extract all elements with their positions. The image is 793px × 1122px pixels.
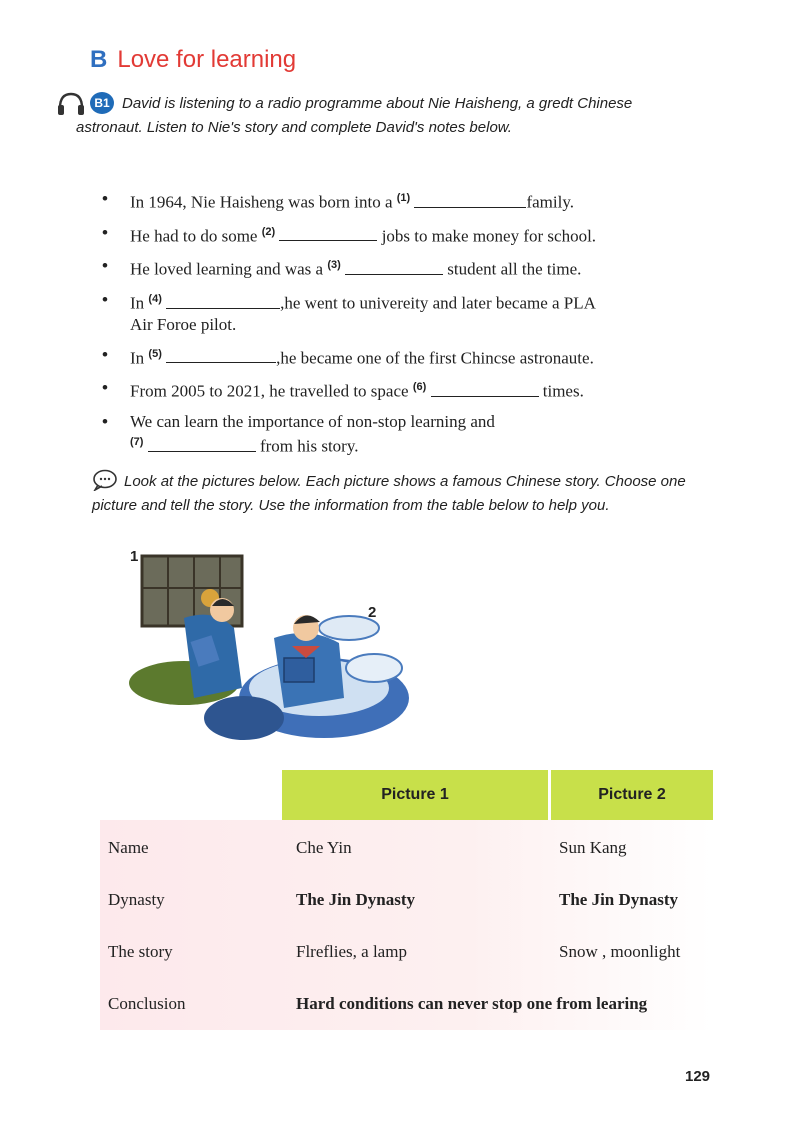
table-header-picture-2: Picture 2 (551, 770, 713, 820)
picture-label-2: 2 (368, 604, 377, 621)
cell-conclusion: Hard conditions can never stop one from learing (296, 994, 648, 1013)
cell-dynasty-picture-1: The Jin Dynasty (296, 890, 416, 909)
story-illustration (124, 548, 414, 748)
answer-blank-5[interactable] (166, 350, 276, 363)
illustration-drawing (124, 548, 414, 748)
answer-blank-7[interactable] (148, 439, 256, 452)
note-item-4: • In $^{(4)}$ ,he went to univereity and later became a PLA Air Foroe pilot. (100, 289, 700, 335)
note-item-3: • He loved learning and was a $^{(3)}$ student all the time. (100, 255, 700, 280)
speaking-intro-line1: Look at the pictures below. Each picture shows a famous Chinese story. Choose one (124, 473, 686, 490)
cell-name-picture-2: Sun Kang (559, 838, 627, 857)
blank-number: (6) (412, 381, 427, 394)
section-title-text: Love for learning (117, 46, 297, 73)
picture-label-1: 1 (130, 548, 139, 565)
note-item-1: • In 1964, Nie Haisheng was born into a $^{(1)}$ family. (100, 188, 700, 213)
note-item-2: • He had to do some $^{(2)}$ jobs to make money for school. (100, 222, 700, 247)
speech-bubble-icon (92, 469, 118, 491)
blank-number: (3) (327, 259, 341, 272)
page-number: 129 (685, 1068, 711, 1085)
cell-story-picture-2: Snow , moonlight (559, 942, 681, 961)
blank-number: (4) (148, 292, 162, 305)
note-item-5: • In $^{(5)}$ ,he became one of the first Chincse astronaute. (100, 344, 700, 369)
section-title (90, 46, 296, 74)
note-item-6: • From 2005 to 2021, he travelled to space $^{(6)}$ times. (100, 377, 700, 402)
answer-blank-4[interactable] (166, 296, 280, 309)
answer-blank-6[interactable] (431, 384, 539, 397)
row-label-conclusion: Conclusion (108, 994, 186, 1013)
answer-blank-3[interactable] (345, 262, 443, 275)
row-label-name: Name (108, 838, 149, 857)
section-letter: B (90, 46, 108, 73)
speaking-intro-line2: picture and tell the story. Use the information from the table below to help you. (92, 497, 610, 514)
exercise-badge: B1 (90, 92, 114, 114)
blank-number: (2) (261, 225, 276, 238)
blank-number: (1) (396, 192, 411, 204)
row-label-story: The story (108, 942, 173, 961)
answer-blank-1[interactable] (414, 195, 526, 208)
note-item-7: • We can learn the importance of non-stop learning and $^{(7)}$ from his story. (100, 411, 700, 457)
blank-number: (5) (148, 347, 162, 360)
notes-list (100, 180, 700, 457)
answer-blank-2[interactable] (279, 228, 377, 241)
cell-story-picture-1: Flreflies, a lamp (296, 942, 407, 961)
row-label-dynasty: Dynasty (108, 890, 165, 909)
table-header-picture-1: Picture 1 (282, 770, 548, 820)
listening-intro-line1: David is listening to a radio programme about Nie Haisheng, a gredt Chinese (122, 95, 633, 112)
cell-dynasty-picture-2: The Jin Dynasty (559, 890, 679, 909)
blank-number: (7) (130, 435, 144, 448)
listening-intro-line2: astronaut. Listen to Nie's story and complete David's notes below. (76, 119, 512, 136)
headphone-icon (56, 90, 86, 116)
cell-name-picture-1: Che Yin (296, 838, 352, 857)
